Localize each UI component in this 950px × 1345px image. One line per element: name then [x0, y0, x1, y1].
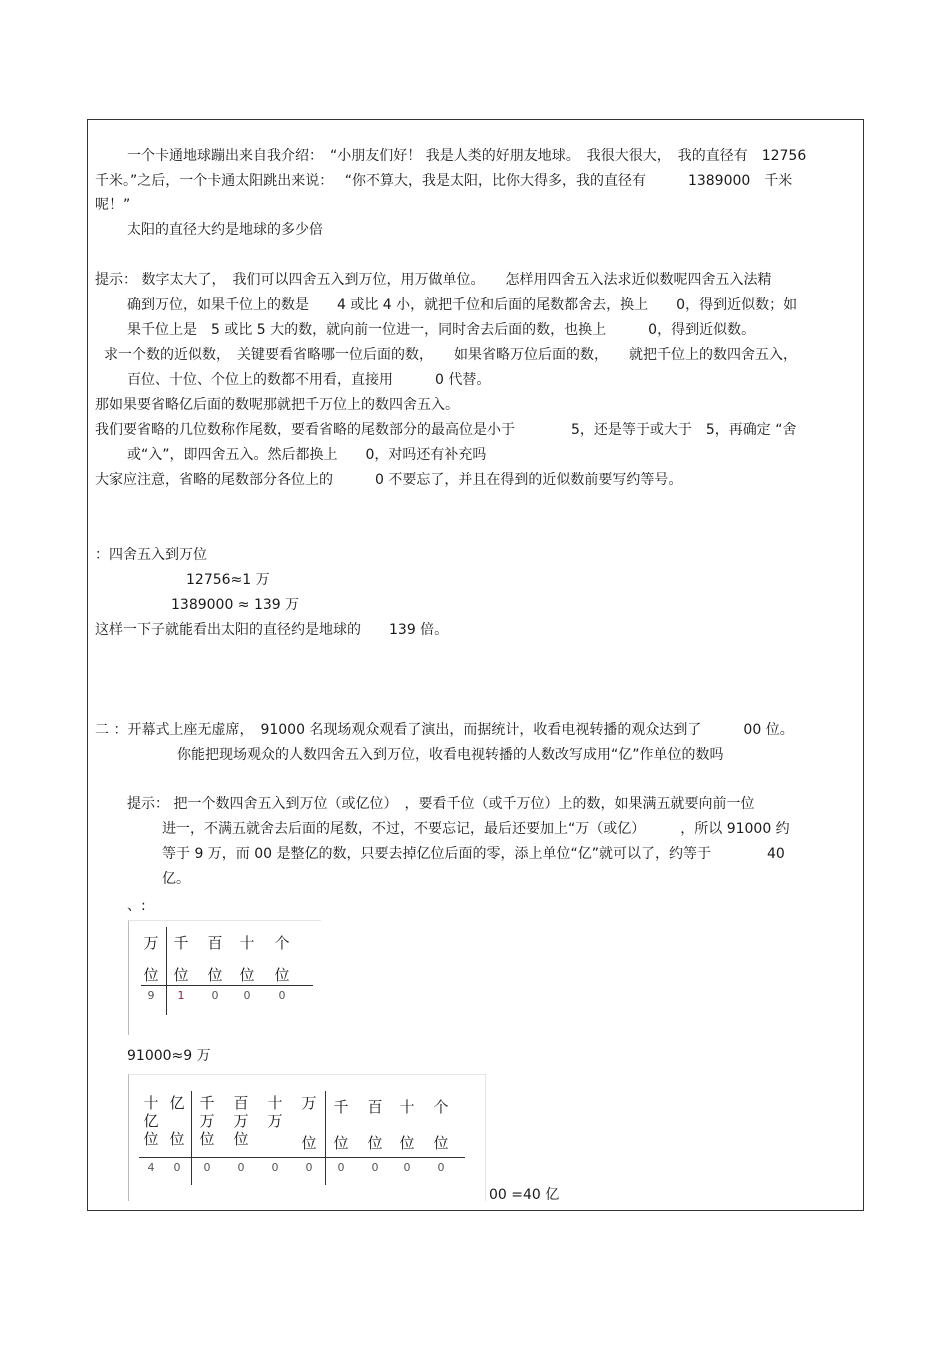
text-line: 求一个数的近似数， 关键要看省略哪一位后面的数， 如果省略万位后面的数， 就把千位上的数四舍五入， [104, 347, 797, 363]
table2-header-mid: 万 [267, 1112, 283, 1130]
table1-header: 十 [239, 934, 255, 952]
table2-digit: 4 [147, 1161, 155, 1174]
table1-digit: 0 [278, 989, 286, 1002]
text-line: 等于 9 万，而 00 是整亿的数，只要去掉亿位后面的零，添上单位“亿”就可以了，约等于 40 [162, 846, 785, 862]
table2-digit: 0 [237, 1161, 245, 1174]
text-line: 进一，不满五就舍去后面的尾数，不过，不要忘记，最后还要加上“万（或亿） ，所以 91000 约 [162, 821, 790, 837]
table1-header: 百 [207, 934, 223, 952]
table1-digit: 9 [147, 989, 155, 1002]
text-line: 一个卡通地球蹦出来自我介绍： “小朋友们好！ 我是人类的好朋友地球。 我很大很大， 我的直径有 12756 [127, 148, 807, 164]
text-line: 果千位上是 5 或比 5 大的数，就向前一位进一，同时舍去后面的数，也换上 0，得到近似数。 [127, 322, 756, 338]
text-line: 提示： 数字太大了， 我们可以四舍五入到万位，用万做单位。 怎样用四舍五入法求近似数呢四舍五入法精 [95, 272, 772, 288]
text-line: 你能把现场观众的人数四舍五入到万位，收看电视转播的人数改写成用“亿”作单位的数吗 [177, 747, 724, 763]
table2-header-unit: 位 [169, 1130, 185, 1148]
table2-digit: 0 [403, 1161, 411, 1174]
table2-divider-wan [325, 1091, 326, 1185]
text-line: 确到万位，如果千位上的数是 4 或比 4 小，就把千位和后面的尾数都舍去，换上 0，得到近似数；如 [127, 297, 798, 313]
table1-header-unit: 位 [173, 966, 189, 984]
text-line: 这样一下子就能看出太阳的直径约是地球的 139 倍。 [95, 622, 449, 638]
text-line: 12756≈1 万 [186, 572, 270, 588]
table2-header-unit: 位 [399, 1134, 415, 1152]
table1-digit: 0 [211, 989, 219, 1002]
table2-header-mid: 万 [233, 1112, 249, 1130]
text-line: 百位、十位、个位上的数都不用看，直接用 0 代替。 [127, 372, 491, 388]
table1-header-unit: 位 [207, 966, 223, 984]
table2-header: 亿 [169, 1094, 185, 1112]
table2-header: 个 [433, 1098, 449, 1116]
table2-header: 千 [199, 1094, 215, 1112]
table2-header-mid: 亿 [143, 1112, 159, 1130]
table1-divider [166, 927, 167, 1015]
table1-header-unit: 位 [143, 966, 159, 984]
table2-header-unit: 位 [433, 1134, 449, 1152]
table2-header-unit: 位 [301, 1134, 317, 1152]
text-line: 1389000 ≈ 139 万 [171, 597, 300, 613]
table2-header: 十 [143, 1094, 159, 1112]
place-value-table-1 [128, 920, 321, 1035]
table1-header: 个 [274, 934, 290, 952]
text-line: 千米。”之后，一个卡通太阳跳出来说： “你不算大，我是太阳，比你大得多，我的直径有 1389000 千米 [95, 173, 793, 189]
table2-digit: 0 [173, 1161, 181, 1174]
table2-header-unit: 位 [143, 1130, 159, 1148]
table2-digit: 0 [305, 1161, 313, 1174]
table1-header-unit: 位 [239, 966, 255, 984]
text-line: 大家应注意，省略的尾数部分各位上的 0 不要忘了，并且在得到的近似数前要写约等号。 [95, 472, 683, 488]
table2-digit: 0 [337, 1161, 345, 1174]
text-line: 或“入”，即四舍五入。然后都换上 0，对吗还有补充吗 [127, 447, 487, 463]
table1-digit: 0 [243, 989, 251, 1002]
table2-divider-yi [191, 1091, 192, 1185]
text-line: 提示： 把一个数四舍五入到万位（或亿位） ，要看千位（或千万位）上的数，如果满五就要向前一位 [127, 796, 755, 812]
table2-header-unit: 位 [333, 1134, 349, 1152]
text-line: 太阳的直径大约是地球的多少倍 [127, 222, 323, 238]
text-line: 91000≈9 万 [127, 1048, 211, 1064]
text-line: 、: [127, 898, 146, 914]
table2-rule [139, 1157, 465, 1158]
table2-header-unit: 位 [367, 1134, 383, 1152]
table2-header: 万 [301, 1094, 317, 1112]
table2-digit: 0 [271, 1161, 279, 1174]
table2-header-unit: 位 [233, 1130, 249, 1148]
table1-header: 千 [173, 934, 189, 952]
table2-header: 千 [333, 1098, 349, 1116]
table2-header: 百 [367, 1098, 383, 1116]
text-line: 我们要省略的几位数称作尾数，要看省略的尾数部分的最高位是小于 5，还是等于或大于 5，再确定 “舍 [95, 422, 797, 438]
table2-header: 百 [233, 1094, 249, 1112]
table1-header-unit: 位 [274, 966, 290, 984]
text-line: 呢！” [95, 197, 131, 213]
table2-header: 十 [267, 1094, 283, 1112]
table2-digit: 0 [203, 1161, 211, 1174]
text-line: 那如果要省略亿后面的数呢那就把千万位上的数四舍五入。 [95, 397, 459, 413]
place-value-table-2 [128, 1074, 486, 1201]
text-line: 00 =40 亿 [489, 1187, 560, 1203]
table1-header: 万 [143, 934, 159, 952]
table2-digit: 0 [371, 1161, 379, 1174]
table2-header-mid: 万 [199, 1112, 215, 1130]
table2-digit: 0 [437, 1161, 445, 1174]
table2-header: 十 [399, 1098, 415, 1116]
table1-digit: 1 [177, 989, 185, 1002]
text-line: ：四舍五入到万位 [95, 547, 207, 563]
table2-header-unit: 位 [199, 1130, 215, 1148]
text-line: 亿。 [162, 871, 190, 887]
text-line: 二 ：开幕式上座无虚席， 91000 名现场观众观看了演出，而据统计，收看电视转播的观众达到了 00 位。 [95, 722, 794, 738]
